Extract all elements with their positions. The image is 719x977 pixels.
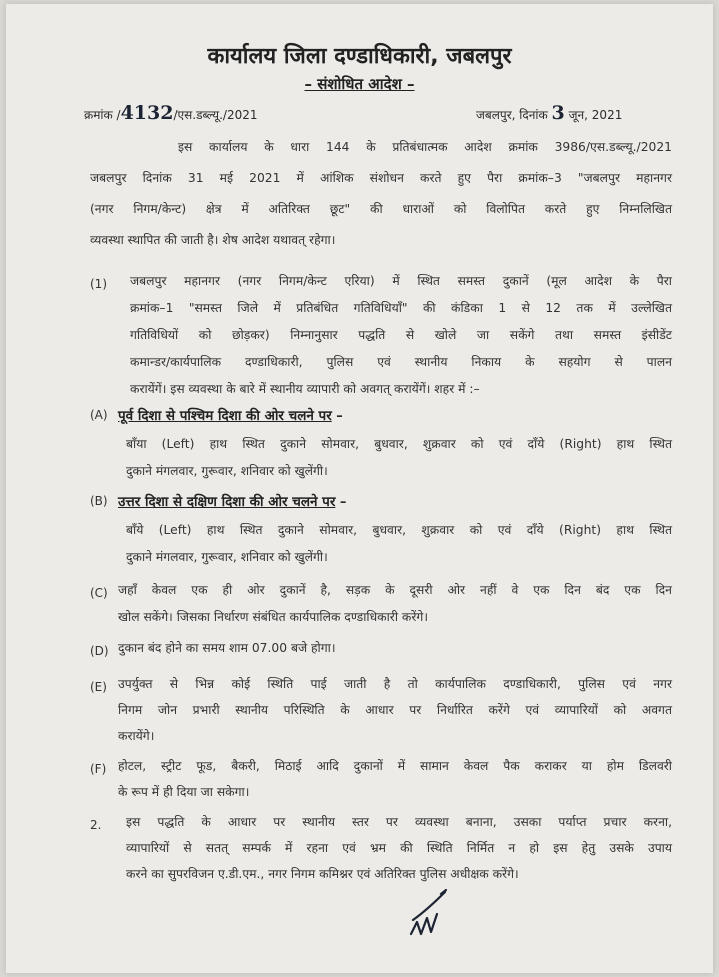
sectionE-line: उपर्युक्त से भिन्न कोई स्थिति पाई जाती है तो कार्यपालिक दण्डाधिकारी, पुलिस एवं नगर [118, 677, 672, 691]
para2-line: व्यापारियों से सतत् सम्पर्क में रहना एवं भ्रम की स्थिति निर्मित न हो इस हेतु उसके उपाय [126, 841, 672, 855]
sectionE-body [118, 671, 672, 749]
para1-line: गतिविधियों को छोड़कर) निम्नानुसार पद्धति से खोले जा सकेंगे तथा समस्त इंसीडेंट [130, 328, 672, 342]
para1-body [130, 268, 672, 403]
para1-line: करायेंगें। इस व्यवस्था के बारे में स्थानीय व्यापारी को अवगत् करायेंगें। शहर में :– [130, 382, 480, 396]
office-title: कार्यालय जिला दण्डाधिकारी, जबलपुर [207, 44, 512, 69]
subtitle-text: – संशोधित आदेश – [304, 75, 415, 93]
sectionE-line: करायेंगे। [118, 729, 155, 743]
sectionA-line: बाँया (Left) हाथ स्थित दुकाने सोमवार, बुधवार, शुक्रवार को एवं दाँये (Right) हाथ स्थित [126, 437, 672, 451]
sectionB-heading-text: उत्तर दिशा से दक्षिण दिशा की ओर चलने पर [118, 494, 336, 510]
sectionF-line: होटल, स्ट्रीट फूड, बैकरी, मिठाई आदि दुकानों में सामान केवल पैक कराकर या होम डिलवरी [118, 759, 672, 773]
sectionB-body [126, 517, 672, 571]
para1-line: जबलपुर महानगर (नगर निगम/केन्ट एरिया) में स्थित समस्त दुकानें (मूल आदेश के पैरा [130, 274, 672, 288]
date-day-handwritten: 3 [551, 102, 565, 124]
intro-line: जबलपुर दिनांक 31 मई 2021 में आंशिक संशोधन करते हुए पैरा क्रमांक–3 "जबलपुर महानगर [90, 171, 672, 185]
signature [401, 884, 451, 944]
para2-line: करने का सुपरविजन ए.डी.एम., नगर निगम कमिश्नर एवं अतिरिक्त पुलिस अधीक्षक करेंगे। [126, 867, 519, 881]
sectionF-marker: (F) [90, 762, 107, 776]
document-page [6, 4, 713, 973]
order-number-handwritten: 4132 [120, 102, 174, 124]
order-reference [84, 102, 258, 124]
order-label: क्रमांक / [84, 108, 121, 122]
sectionA-heading [118, 405, 343, 424]
sectionA-line: दुकाने मंगलवार, गुरूवार, शनिवार को खुलेंगी। [126, 464, 328, 478]
sectionC-line: जहाँ केवल एक ही ओर दुकानें है, सड़क के दूसरी ओर नहीं वे एक दिन बंद एक दिन [118, 583, 672, 597]
sectionB-heading-dash: – [335, 495, 347, 510]
para2-body [126, 809, 672, 887]
sectionA-body [126, 431, 672, 485]
sectionD-marker: (D) [90, 644, 109, 658]
order-subtitle [6, 74, 713, 94]
sectionF-line: के रूप में ही दिया जा सकेगा। [118, 785, 250, 799]
sectionD-line: दुकान बंद होने का समय शाम 07.00 बजे होगा। [118, 641, 336, 655]
order-suffix: /एस.डब्ल्यू./2021 [173, 108, 258, 122]
sectionF-body [118, 753, 672, 805]
sectionE-marker: (E) [90, 680, 107, 694]
sectionD-body [118, 635, 672, 662]
sectionE-line: निगम जोन प्रभारी स्थानीय परिस्थिति के आधार पर निर्धारित करेंगे एवं व्यापारियों को अवगत [118, 703, 672, 717]
sectionB-marker: (B) [90, 494, 108, 508]
intro-line: (नगर निगम/केन्ट) क्षेत्र में अतिरिक्त छूट" की धाराओं को विलोपित करते हुए निम्नलिखित [90, 202, 672, 216]
sectionC-marker: (C) [90, 586, 108, 600]
sectionC-line: खोल सकेंगे। जिसका निर्धारण संबंधित कार्यपालिक दण्डाधिकारी करेंगे। [118, 610, 428, 624]
sectionA-marker: (A) [90, 408, 108, 422]
place-date-label: जबलपुर, दिनांक [476, 108, 548, 122]
para2-marker: 2. [90, 818, 102, 832]
order-date [476, 102, 622, 124]
para1-line: कमान्डर/कार्यपालिक दण्डाधिकारी, पुलिस एवं स्थानीय निकाय के सहयोग से पालन [130, 355, 672, 369]
sectionB-heading [118, 491, 346, 510]
sectionA-heading-text: पूर्व दिशा से पश्चिम दिशा की ओर चलने पर [118, 408, 332, 424]
sectionC-body [118, 577, 672, 631]
sectionA-heading-dash: – [331, 409, 343, 424]
sectionB-line: बाँये (Left) हाथ स्थित दुकाने सोमवार, बुधवार, शुक्रवार को एवं दाँये (Right) हाथ स्थित [126, 523, 672, 537]
sectionB-line: दुकाने मंगलवार, गुरूवार, शनिवार को खुलेंगी। [126, 550, 328, 564]
para1-line: क्रमांक–1 "समस्त जिले में प्रतिबंधित गतिविधियाँ" की कंडिका 1 से 12 तक में उल्लेखित [130, 301, 672, 315]
para2-line: इस पद्धति के आधार पर स्थानीय स्तर पर व्यवस्था बनाना, उसका पर्याप्त प्रचार करना, [126, 815, 672, 829]
para1-marker: (1) [90, 277, 107, 291]
intro-line: व्यवस्था स्थापित की जाती है। शेष आदेश यथावत् रहेगा। [90, 233, 336, 247]
intro-paragraph [90, 132, 672, 256]
date-month-year: जून, 2021 [568, 108, 623, 122]
intro-line: इस कार्यालय के धारा 144 के प्रतिबंधात्मक आदेश क्रमांक 3986/एस.डब्ल्यू./2021 [178, 140, 672, 154]
